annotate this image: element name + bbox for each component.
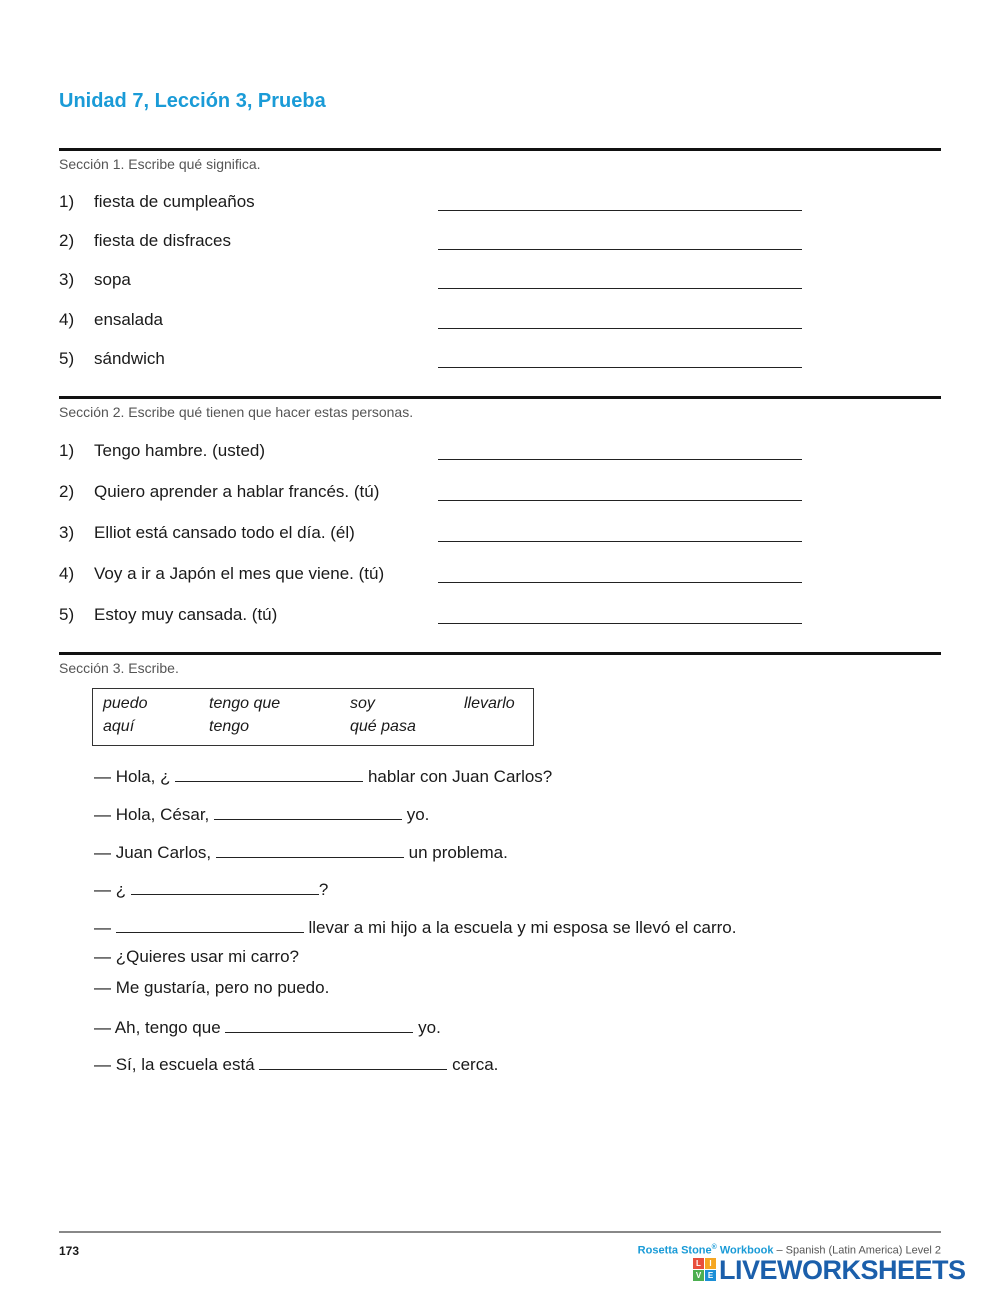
answer-line[interactable] [438, 564, 802, 583]
fill-blank[interactable] [116, 916, 304, 933]
item-prompt: sopa [94, 270, 131, 289]
footer-brand: Rosetta Stone [637, 1244, 712, 1257]
dialogue-text: — Me gustaría, pero no puedo. [94, 978, 330, 997]
answer-line[interactable] [438, 605, 802, 624]
dialogue-line [94, 803, 429, 827]
dialogue-line [94, 978, 329, 1002]
dialogue-text: — ¿Quieres usar mi carro? [94, 947, 299, 966]
dialogue-text: — Hola, ¿ [94, 767, 176, 786]
footer-course: – Spanish (Latin America) Level 2 [773, 1244, 941, 1257]
word-bank-item: tengo [209, 718, 250, 735]
fill-blank[interactable] [216, 841, 404, 858]
logo-tile: E [705, 1270, 716, 1281]
item-prompt: Tengo hambre. (usted) [94, 441, 266, 460]
word-bank [92, 688, 534, 746]
answer-line[interactable] [438, 270, 802, 289]
dialogue-text: — Sí, la escuela está [94, 1055, 260, 1074]
fill-blank[interactable] [225, 1016, 413, 1033]
item-prompt: Estoy muy cansada. (tú) [94, 605, 278, 624]
fill-blank[interactable] [259, 1053, 447, 1070]
dialogue-line [94, 841, 508, 865]
word-bank-item: tengo que [209, 695, 281, 712]
dialogue-text: — [94, 918, 116, 937]
word-bank-item: puedo [103, 695, 148, 712]
footer-reg: ® [711, 1244, 717, 1251]
answer-line[interactable] [438, 192, 802, 211]
dialogue-line [94, 765, 552, 789]
item-number: 4) [59, 564, 75, 583]
item-number: 5) [59, 605, 75, 624]
item-prompt: ensalada [94, 310, 164, 329]
item-prompt: Elliot está cansado todo el día. (él) [94, 523, 355, 542]
item-prompt: Voy a ir a Japón el mes que viene. (tú) [94, 564, 385, 583]
dialogue-text: yo. [413, 1018, 441, 1037]
liveworksheets-wordmark: LIVEWORKSHEETS [719, 1255, 966, 1285]
page-number: 173 [59, 1244, 80, 1258]
word-bank-item: qué pasa [350, 718, 416, 735]
logo-tile: V [693, 1270, 704, 1281]
item-number: 2) [59, 482, 75, 501]
item-number: 3) [59, 523, 75, 542]
item-prompt: Quiero aprender a hablar francés. (tú) [94, 482, 380, 501]
dialogue-line [94, 878, 328, 902]
item-number: 1) [59, 192, 75, 211]
dialogue-text: llevar a mi hijo a la escuela y mi esposa se llevó el carro. [303, 918, 737, 937]
section-2-rule [59, 396, 941, 399]
dialogue-line [94, 916, 736, 940]
fill-blank[interactable] [175, 765, 363, 782]
dialogue-text: yo. [402, 805, 430, 824]
dialogue-text: — Juan Carlos, [94, 843, 216, 862]
item-number: 4) [59, 310, 75, 329]
word-bank-item: llevarlo [464, 695, 515, 712]
logo-tile: L [693, 1258, 704, 1269]
dialogue-line [94, 1053, 498, 1077]
item-prompt: sándwich [94, 349, 165, 368]
answer-line[interactable] [438, 310, 802, 329]
liveworksheets-icon [693, 1258, 717, 1282]
item-number: 2) [59, 231, 75, 250]
section-2-label: Sección 2. Escribe qué tienen que hacer estas personas. [59, 404, 414, 420]
answer-line[interactable] [438, 523, 802, 542]
dialogue-text: — Ah, tengo que [94, 1018, 226, 1037]
answer-line[interactable] [438, 482, 802, 501]
dialogue-text: — Hola, César, [94, 805, 214, 824]
dialogue-text: un problema. [403, 843, 508, 862]
dialogue-text: cerca. [447, 1055, 499, 1074]
answer-line[interactable] [438, 441, 802, 460]
section-1-label: Sección 1. Escribe qué significa. [59, 156, 261, 172]
item-number: 3) [59, 270, 75, 289]
item-number: 5) [59, 349, 75, 368]
dialogue-text: hablar con Juan Carlos? [363, 767, 553, 786]
footer-product: Workbook [716, 1244, 774, 1257]
item-prompt: fiesta de disfraces [94, 231, 232, 250]
fill-blank[interactable] [131, 878, 319, 895]
section-1-rule [59, 148, 941, 151]
dialogue-line [94, 1016, 441, 1040]
logo-tile: I [705, 1258, 716, 1269]
word-bank-item: soy [350, 695, 375, 712]
word-bank-item: aquí [103, 718, 135, 735]
dialogue-text: — ¿ [94, 880, 131, 899]
section-3-label: Sección 3. Escribe. [59, 660, 179, 676]
item-number: 1) [59, 441, 75, 460]
dialogue-text: ? [318, 880, 329, 899]
answer-line[interactable] [438, 231, 802, 250]
fill-blank[interactable] [214, 803, 402, 820]
section-3-rule [59, 652, 941, 655]
item-prompt: fiesta de cumpleaños [94, 192, 255, 211]
footer-rule [59, 1231, 941, 1233]
answer-line[interactable] [438, 349, 802, 368]
page-title: Unidad 7, Lección 3, Prueba [59, 90, 326, 112]
dialogue-line [94, 947, 299, 971]
